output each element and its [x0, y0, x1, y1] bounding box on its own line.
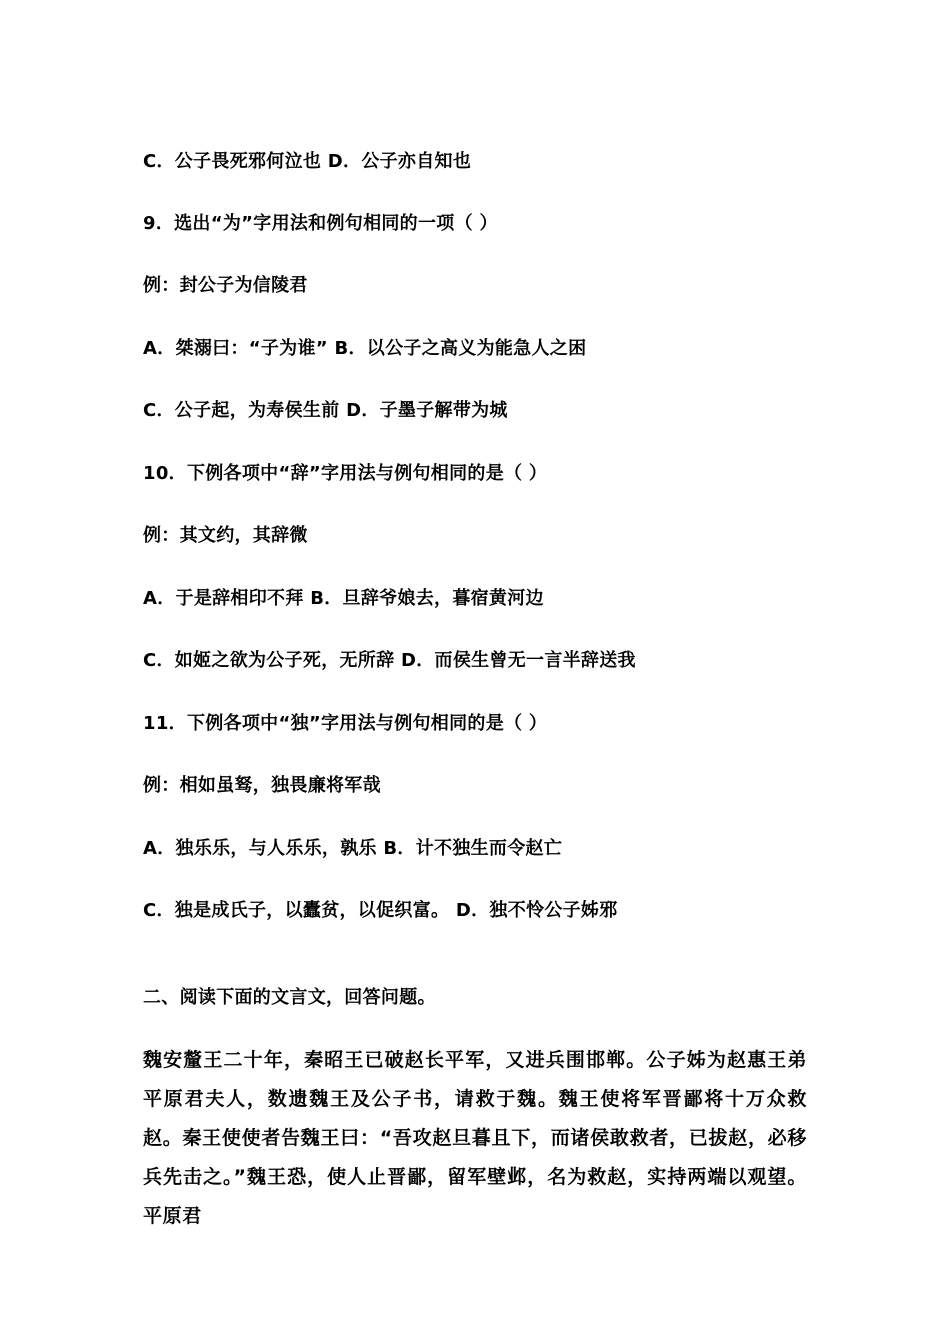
option-line-c-d-q8: C．公子畏死邪何泣也 D．公子亦自知也 [143, 151, 472, 172]
question-9: 9．选出“为”字用法和例句相同的一项（ ） [143, 213, 498, 234]
option-line-a-b-q10: A．于是辞相印不拜 B．旦辞爷娘去，暮宿黄河边 [143, 588, 544, 609]
example-q11: 例：相如虽驽，独畏廉将军哉 [143, 775, 381, 796]
section-heading: 二、阅读下面的文言文，回答问题。 [143, 987, 436, 1008]
option-line-c-d-q10: C．如姬之欲为公子死，无所辞 D．而侯生曾无一言半辞送我 [143, 650, 636, 671]
option-line-c-d-q11: C．独是成氏子，以蠹贫，以促织富。 D．独不怜公子姊邪 [143, 900, 618, 921]
example-q10: 例：其文约，其辞微 [143, 525, 308, 546]
option-line-a-b-q11: A．独乐乐，与人乐乐，孰乐 B．计不独生而令赵亡 [143, 838, 563, 859]
option-line-a-b-q9: A．桀溺曰：“子为谁” B．以公子之高义为能急人之困 [143, 338, 587, 359]
question-10: 10．下例各项中“辞”字用法与例句相同的是（ ） [143, 463, 548, 484]
passage-paragraph: 魏安釐王二十年，秦昭王已破赵长平军，又进兵围邯郸。公子姊为赵惠王弟平原君夫人，数遗魏王及公子书，请救于魏。魏王使将军晋鄙将十万众救赵。秦王使使者告魏王曰：“吾攻赵旦暮且下，而诸侯敢救者，已拔赵，必移兵先击之。”魏王恐，使人止晋鄙，留军壁邺，名为救赵，实持两端以观望。平原君 [143, 1049, 807, 1227]
option-line-c-d-q9: C．公子起，为寿侯生前 D．子墨子解带为城 [143, 400, 508, 421]
question-11: 11．下例各项中“独”字用法与例句相同的是（ ） [143, 713, 548, 734]
example-q9: 例：封公子为信陵君 [143, 275, 308, 296]
